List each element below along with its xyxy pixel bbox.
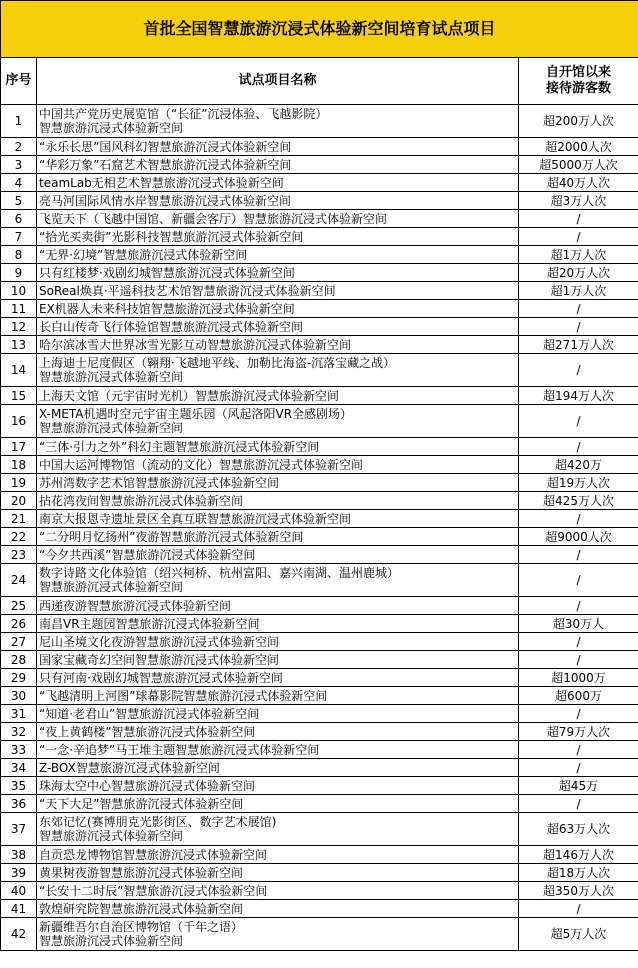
visitor-count: / [519,405,638,438]
table-row [1,510,638,528]
project-name-line: EX机器人未来科技馆智慧旅游沉浸式体验新空间 [39,301,295,316]
row-number: 11 [1,300,37,318]
project-name-line: 长白山传奇飞行体验馆智慧旅游沉浸式体验新空间 [39,319,304,334]
project-name-line: 智慧旅游沉浸式体验新空间 [39,829,184,843]
project-name [37,156,519,174]
project-name [37,192,519,210]
row-number: 21 [1,510,37,528]
visitor-count: 超146万人次 [519,846,638,864]
visitor-count: 超2000人次 [519,138,638,156]
title-row [1,1,638,58]
visitor-count: / [519,651,638,669]
project-name [37,228,519,246]
table-row [1,300,638,318]
table-row [1,564,638,597]
table-row [1,264,638,282]
visitor-count: / [519,741,638,759]
row-number: 41 [1,900,37,918]
table-row [1,528,638,546]
project-name [37,474,519,492]
project-name-line: 拈花湾夜间智慧旅游沉浸式体验新空间 [39,493,244,508]
project-name [37,405,519,438]
table-row [1,651,638,669]
project-name [37,456,519,474]
project-name [37,687,519,705]
visitor-count: 超63万人次 [519,813,638,846]
project-name [37,864,519,882]
project-name-line: 智慧旅游沉浸式体验新空间 [39,934,184,948]
row-number: 14 [1,354,37,387]
visitor-count: 超45万 [519,777,638,795]
table-row [1,669,638,687]
project-name-line: 南京大报恩寺遗址景区全真互联智慧旅游沉浸式体验新空间 [39,511,352,526]
project-name-line: 智慧旅游沉浸式体验新空间 [39,121,184,135]
table-row [1,138,638,156]
project-name [37,918,519,951]
header-row [1,58,638,105]
project-name [37,813,519,846]
project-name [37,564,519,597]
project-name-line: 数字诗路文化体验馆（绍兴柯桥、杭州富阳、嘉兴南湖、温州鹿城） [39,566,400,580]
project-name-line: “天下大足”智慧旅游沉浸式体验新空间 [39,796,244,811]
project-name [37,669,519,687]
visitor-count: 超271万人次 [519,336,638,354]
row-number: 36 [1,795,37,813]
table-row [1,864,638,882]
visitor-count: 超1000万 [519,669,638,687]
project-name [37,510,519,528]
visitor-count: / [519,759,638,777]
visitor-count: 超194万人次 [519,387,638,405]
visitor-count: / [519,210,638,228]
table-row [1,210,638,228]
project-name-line: “华彩万象”石窟艺术智慧旅游沉浸式体验新空间 [39,157,292,172]
visitor-count: / [519,705,638,723]
visitor-count: 超9000人次 [519,528,638,546]
project-name-line: “一念·辛追梦”马王堆主题智慧旅游沉浸式体验新空间 [39,742,320,757]
row-number: 34 [1,759,37,777]
visitor-count: 超1万人次 [519,282,638,300]
table-row [1,105,638,138]
row-number: 28 [1,651,37,669]
table-row [1,546,638,564]
table-row [1,777,638,795]
project-name [37,615,519,633]
row-number: 35 [1,777,37,795]
table-row [1,918,638,951]
project-name-line: 上海天文馆（元宇宙时光机）智慧旅游沉浸式体验新空间 [39,388,340,403]
project-name-line: 自贡恐龙博物馆智慧旅游沉浸式体验新空间 [39,847,268,862]
project-name [37,282,519,300]
project-name [37,264,519,282]
visitor-count: 超5万人次 [519,918,638,951]
project-name [37,633,519,651]
project-name [37,846,519,864]
project-name-line: 中国大运河博物馆（流动的文化）智慧旅游沉浸式体验新空间 [39,457,364,472]
visitor-count: / [519,564,638,597]
visitor-count: 超1万人次 [519,246,638,264]
table-row [1,246,638,264]
header-count-line1: 自开馆以来 [545,65,611,80]
table-row [1,492,638,510]
table-row [1,336,638,354]
visitor-count: 超420万 [519,456,638,474]
project-name [37,105,519,138]
project-name-line: “夜上黄鹤楼”智慧旅游沉浸式体验新空间 [39,724,256,739]
row-number: 6 [1,210,37,228]
row-number: 24 [1,564,37,597]
project-name [37,759,519,777]
row-number: 27 [1,633,37,651]
row-number: 2 [1,138,37,156]
table-row [1,282,638,300]
project-name [37,882,519,900]
project-name-line: 智慧旅游沉浸式体验新空间 [39,370,184,384]
project-name [37,318,519,336]
row-number: 3 [1,156,37,174]
row-number: 17 [1,438,37,456]
project-name-line: Z-BOX智慧旅游沉浸式体验新空间 [39,760,220,775]
project-name-line: 只有红楼梦·戏剧幻城智慧旅游沉浸式体验新空间 [39,265,295,280]
visitor-count: / [519,354,638,387]
row-number: 18 [1,456,37,474]
project-name-line: 南昌VR主题园智慧旅游沉浸式体验新空间 [39,616,260,631]
header-count-line2: 接待游客数 [545,81,611,96]
visitor-count: / [519,900,638,918]
project-name [37,597,519,615]
project-name-line: 西递夜游智慧旅游沉浸式体验新空间 [39,598,232,613]
visitor-count: / [519,318,638,336]
table-row [1,474,638,492]
row-number: 33 [1,741,37,759]
row-number: 23 [1,546,37,564]
visitor-count: / [519,438,638,456]
visitor-count: / [519,633,638,651]
row-number: 37 [1,813,37,846]
table-row [1,228,638,246]
project-name-line: teamLab无相艺术智慧旅游沉浸式体验新空间 [39,175,284,190]
project-name [37,336,519,354]
project-name-line: “今夕共西溪”智慧旅游沉浸式体验新空间 [39,547,256,562]
row-number: 19 [1,474,37,492]
project-name-line: 东郊记忆(赛博朋克光影街区、数字艺术展馆) [39,815,277,829]
project-name-line: 中国共产党历史展览馆（“长征”沉浸体验、飞越影院） [39,107,328,121]
table-row [1,759,638,777]
project-name [37,741,519,759]
row-number: 20 [1,492,37,510]
row-number: 10 [1,282,37,300]
project-name [37,777,519,795]
project-name [37,546,519,564]
table-row [1,156,638,174]
table-row [1,174,638,192]
table-row [1,354,638,387]
table-row [1,456,638,474]
row-number: 30 [1,687,37,705]
row-number: 7 [1,228,37,246]
visitor-count: 超200万人次 [519,105,638,138]
project-name-line: 珠海太空中心智慧旅游沉浸式体验新空间 [39,778,256,793]
table-row [1,387,638,405]
table-row [1,813,638,846]
visitor-count: / [519,228,638,246]
row-number: 16 [1,405,37,438]
table-row [1,900,638,918]
project-name-line: 敦煌研究院智慧旅游沉浸式体验新空间 [39,901,244,916]
project-name [37,210,519,228]
table-row [1,615,638,633]
visitor-count: / [519,546,638,564]
row-number: 4 [1,174,37,192]
project-name-line: 国家宝藏奇幻空间智慧旅游沉浸式体验新空间 [39,652,280,667]
project-name [37,300,519,318]
row-number: 31 [1,705,37,723]
project-name-line: 苏州湾数字艺术馆智慧旅游沉浸式体验新空间 [39,475,280,490]
project-name-line: “知道·老君山”智慧旅游沉浸式体验新空间 [39,706,260,721]
visitor-count: / [519,510,638,528]
row-number: 15 [1,387,37,405]
row-number: 29 [1,669,37,687]
project-name-line: 飞览天下（飞越中国馆、新疆会客厅）智慧旅游沉浸式体验新空间 [39,211,388,226]
row-number: 5 [1,192,37,210]
row-number: 8 [1,246,37,264]
project-name-line: 尼山圣境文化夜游智慧旅游沉浸式体验新空间 [39,634,280,649]
visitor-count: / [519,795,638,813]
visitor-count: 超5000万人次 [519,156,638,174]
table-row [1,687,638,705]
row-number: 22 [1,528,37,546]
header-name: 试点项目名称 [37,58,519,105]
project-name-line: 上海迪士尼度假区（翱翔·飞越地平线、加勒比海盗-沉落宝藏之战） [39,356,396,370]
visitor-count: 超20万人次 [519,264,638,282]
project-name [37,387,519,405]
row-number: 42 [1,918,37,951]
project-name-line: X-META机遇时空元宇宙主题乐园（风起洛阳VR全感剧场） [39,407,353,421]
project-name [37,723,519,741]
table-row [1,705,638,723]
project-name-line: 智慧旅游沉浸式体验新空间 [39,580,184,594]
visitor-count: / [519,597,638,615]
project-name-line: 新疆维吾尔自治区博物馆（千年之语） [39,920,244,934]
visitor-count: 超30万人 [519,615,638,633]
table-row [1,741,638,759]
table-row [1,405,638,438]
project-name-line: “拾光买卖街”光影科技智慧旅游沉浸式体验新空间 [39,229,304,244]
project-name-line: “永乐长思”国风科幻智慧旅游沉浸式体验新空间 [39,139,292,154]
project-name-line: “长安十二时辰”智慧旅游沉浸式体验新空间 [39,883,268,898]
row-number: 9 [1,264,37,282]
project-name-line: “二分明月忆扬州”夜游智慧旅游沉浸式体验新空间 [39,529,304,544]
row-number: 25 [1,597,37,615]
header-count [519,58,638,105]
row-number: 39 [1,864,37,882]
table-row [1,597,638,615]
visitor-count: 超350万人次 [519,882,638,900]
row-number: 38 [1,846,37,864]
project-name [37,438,519,456]
project-name [37,900,519,918]
project-name [37,138,519,156]
project-name [37,174,519,192]
project-name [37,492,519,510]
project-name-line: 哈尔滨冰雪大世界冰雪光影互动智慧旅游沉浸式体验新空间 [39,337,352,352]
project-name [37,528,519,546]
project-name-line: 智慧旅游沉浸式体验新空间 [39,421,184,435]
visitor-count: 超79万人次 [519,723,638,741]
row-number: 1 [1,105,37,138]
project-name-line: 亮马河国际风情水岸智慧旅游沉浸式体验新空间 [39,193,292,208]
header-no: 序号 [1,58,37,105]
visitor-count: 超18万人次 [519,864,638,882]
visitor-count: 超425万人次 [519,492,638,510]
row-number: 32 [1,723,37,741]
project-name-line: 只有河南·戏剧幻城智慧旅游沉浸式体验新空间 [39,670,283,685]
table-row [1,882,638,900]
visitor-count: / [519,300,638,318]
project-name [37,705,519,723]
visitor-count: 超19万人次 [519,474,638,492]
project-name-line: “飞越清明上河图”球幕影院智慧旅游沉浸式体验新空间 [39,688,328,703]
project-name [37,246,519,264]
row-number: 26 [1,615,37,633]
table-row [1,192,638,210]
project-name [37,651,519,669]
row-number: 13 [1,336,37,354]
project-name [37,354,519,387]
visitor-count: 超3万人次 [519,192,638,210]
visitor-count: 超600万 [519,687,638,705]
table-row [1,438,638,456]
project-name-line: SoReal焕真·平遥科技艺术馆智慧旅游沉浸式体验新空间 [39,283,336,298]
project-name-line: 黄果树夜游智慧旅游沉浸式体验新空间 [39,865,244,880]
table-row [1,846,638,864]
visitor-count: 超40万人次 [519,174,638,192]
table-row [1,723,638,741]
project-name-line: “三体·引力之外”科幻主题智慧旅游沉浸式体验新空间 [39,439,320,454]
project-name-line: “无界·幻境”智慧旅游沉浸式体验新空间 [39,247,248,262]
project-name [37,795,519,813]
row-number: 40 [1,882,37,900]
table-row [1,633,638,651]
row-number: 12 [1,318,37,336]
table-row [1,795,638,813]
table-row [1,318,638,336]
table-title: 首批全国智慧旅游沉浸式体验新空间培育试点项目 [1,1,638,58]
